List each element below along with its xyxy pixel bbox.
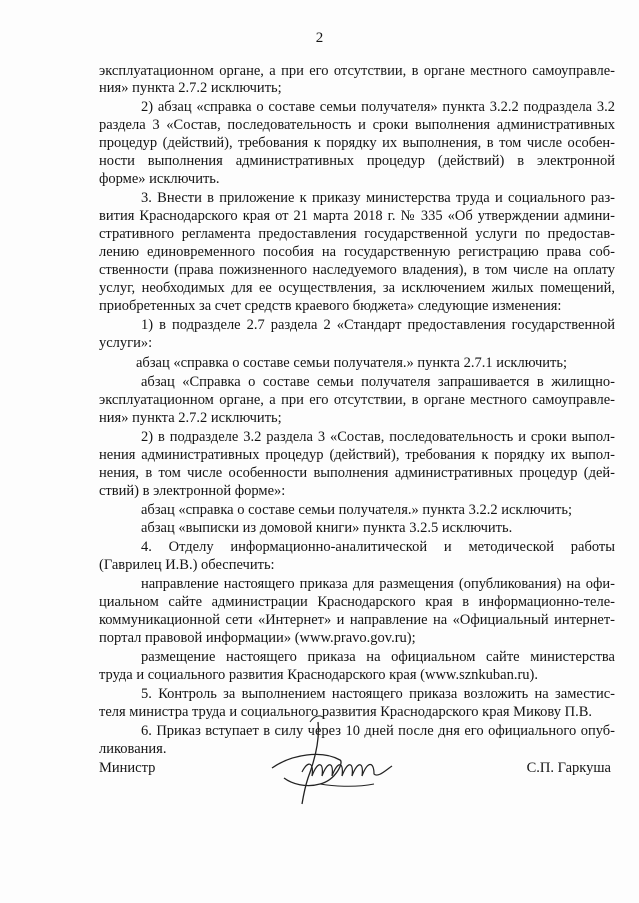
page-number: 2: [315, 30, 324, 46]
text-line: стративного регламента предоставления государственной услуги по предостав-: [99, 226, 615, 242]
signature-position: Министр: [99, 760, 156, 776]
text-line: раздела 3 «Состав, последовательность и сроки выполнения административных: [99, 117, 615, 133]
text-line: форме» исключить.: [99, 171, 220, 187]
text-line: эксплуатационном органе, а при его отсутствии, в органе местного самоуправле-: [99, 392, 615, 408]
signature-image: [262, 700, 412, 820]
text-line: 2) в подразделе 3.2 раздела 3 «Состав, последовательность и сроки выпол-: [141, 429, 615, 445]
text-line: процедур (действий), требования к порядку их выполнения, в том числе особен-: [99, 135, 615, 151]
text-line: ственности (права пожизненного наследуемого владения), в том числе на оплату: [99, 262, 615, 278]
text-line: приобретенных за счет средств краевого бюджета» следующие изменения:: [99, 298, 562, 314]
text-line: ния» пункта 2.7.2 исключить;: [99, 410, 282, 426]
text-line: 2) абзац «справка о составе семьи получателя» пункта 3.2.2 подраздела 3.2: [141, 99, 615, 115]
text-line: услуги»:: [99, 335, 153, 351]
text-line: услуг, необходимых для ее осуществления, за исключением жилых помещений,: [99, 280, 615, 296]
text-line: размещение настоящего приказа на официальном сайте министерства: [141, 649, 615, 665]
text-line: 1) в подразделе 2.7 раздела 2 «Стандарт предоставления государственной: [141, 317, 615, 333]
text-line: ликования.: [99, 741, 167, 757]
text-line: нения административных процедур (действий), требования к порядку их выпол-: [99, 447, 615, 463]
text-line: ствий) в электронной форме»:: [99, 483, 286, 499]
text-line: абзац «справка о составе семьи получателя.» пункта 3.2.2 исключить;: [141, 502, 573, 518]
text-line: (Гаврилец И.В.) обеспечить:: [99, 557, 275, 573]
text-line: абзац «Справка о составе семьи получателя запрашивается в жилищно-: [141, 374, 615, 390]
text-line: абзац «выписки из домовой книги» пункта 3.2.5 исключить.: [141, 520, 513, 536]
text-line: лению единовременного пособия на государственную регистрацию права соб-: [99, 244, 615, 260]
text-line: портал правовой информации» (www.pravo.gov.ru);: [99, 630, 416, 646]
text-line: циальном сайте администрации Краснодарского края в информационно-теле-: [99, 594, 615, 610]
text-line: 5. Контроль за выполнением настоящего приказа возложить на заместис-: [141, 686, 615, 702]
text-line: нения, в том числе особенности выполнения административных процедур (дей-: [99, 465, 615, 481]
text-line: 3. Внести в приложение к приказу министерства труда и социального раз-: [141, 190, 615, 206]
text-line: направление настоящего приказа для размещения (опубликования) на офи-: [141, 576, 615, 592]
text-line: труда и социального развития Краснодарского края (www.sznkuban.ru).: [99, 667, 539, 683]
text-line: 6. Приказ вступает в силу через 10 дней после дня его официального опуб-: [141, 723, 615, 739]
text-line: вития Краснодарского края от 21 марта 2018 г. № 335 «Об утверждении админи-: [99, 208, 615, 224]
text-line: эксплуатационном органе, а при его отсутствии, в органе местного самоуправле-: [99, 63, 615, 79]
text-line: 4. Отделу информационно-аналитической и методической работы: [141, 539, 615, 555]
signature-name: С.П. Гаркуша: [526, 760, 611, 776]
text-line: ности выполнения административных процедур (действий) в электронной: [99, 153, 615, 169]
text-line: ния» пункта 2.7.2 исключить;: [99, 80, 282, 96]
text-line: теля министра труда и социального развития Краснодарского края Микову П.В.: [99, 704, 593, 720]
text-line: коммуникационной сети «Интернет» и направление на «Официальный интернет-: [99, 612, 615, 628]
text-line: абзац «справка о составе семьи получателя.» пункта 2.7.1 исключить;: [136, 355, 568, 371]
